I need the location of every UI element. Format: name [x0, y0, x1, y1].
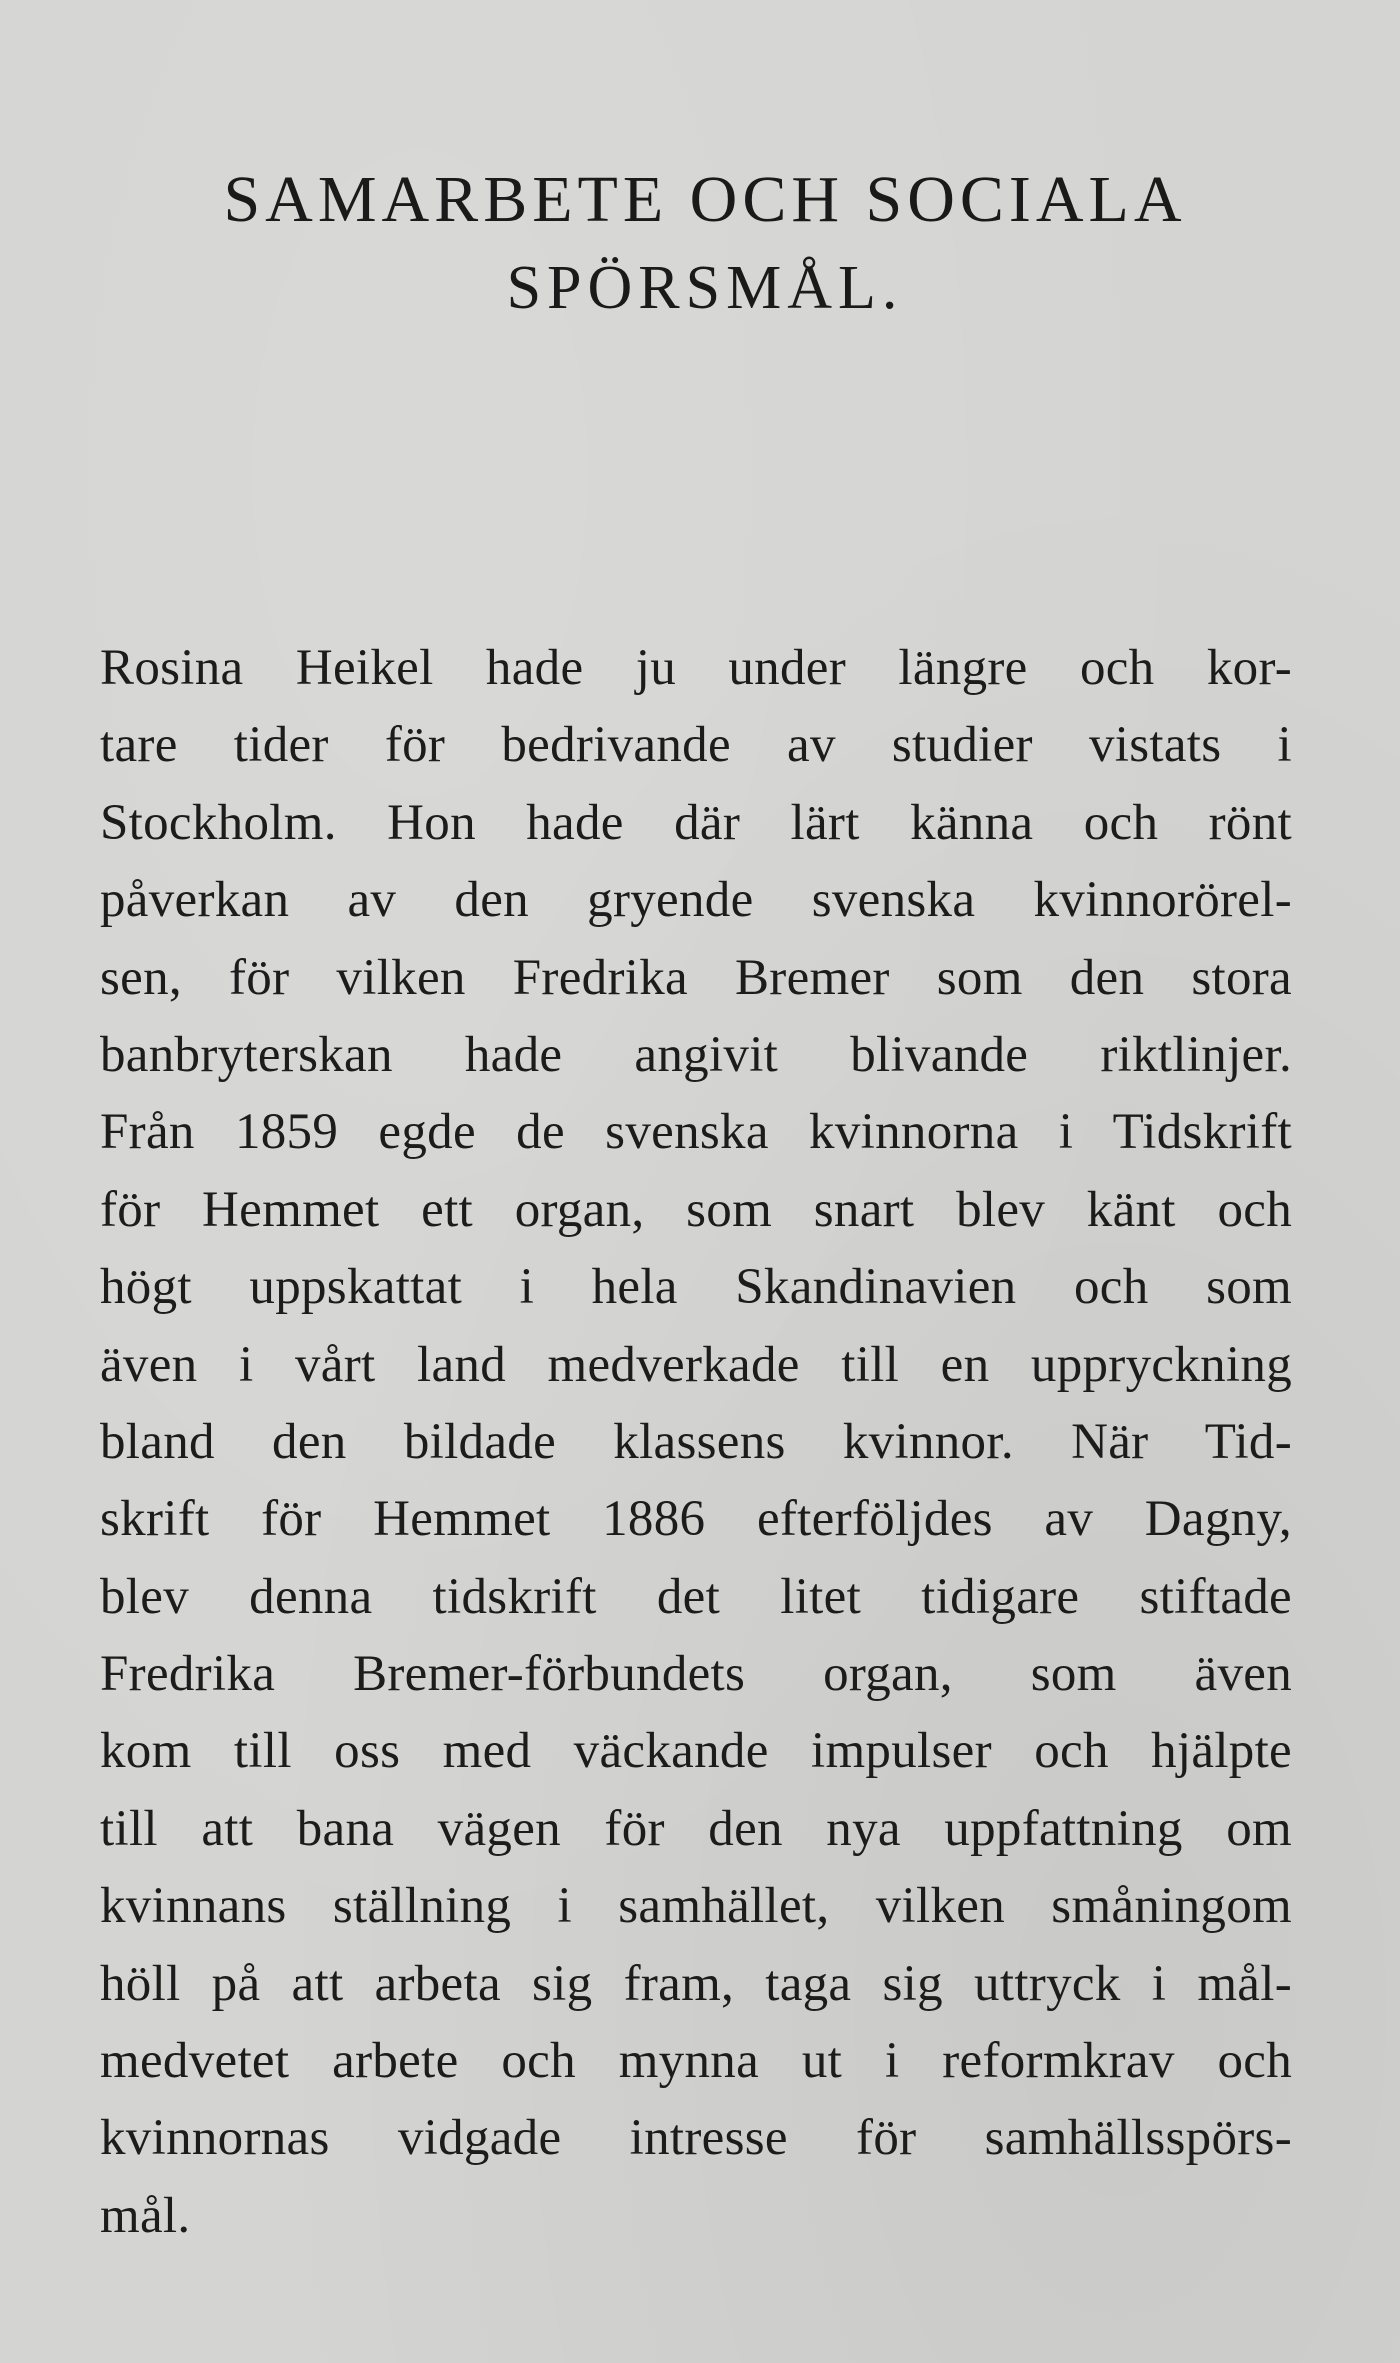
text-line: Rosina Heikel hade ju under längre och kor- [100, 640, 1292, 696]
text-line: kvinnornas vidgade intresse för samhällsspörs- [100, 2110, 1292, 2167]
text-line: bland den bildade klassens kvinnor. När Tid- [100, 1413, 1292, 1470]
text-line: påverkan av den gryende svenska kvinnorörel- [100, 872, 1292, 929]
text-line: mål. [100, 2187, 191, 2244]
text-line: blev denna tidskrift det litet tidigare stiftade [100, 1568, 1292, 1625]
chapter-title-line-1: SAMARBETE OCH SOCIALA [223, 163, 1187, 236]
text-line: Stockholm. Hon hade där lärt känna och rönt [100, 794, 1292, 851]
text-line: högt uppskattat i hela Skandinavien och som [100, 1259, 1292, 1316]
text-line: banbryterskan hade angivit blivande riktlinjer. [100, 1026, 1292, 1083]
text-line: medvetet arbete och mynna ut i reformkrav och [100, 2033, 1292, 2090]
text-line: skrift för Hemmet 1886 efterföljdes av Dagny, [100, 1491, 1292, 1548]
text-line: kvinnans ställning i samhället, vilken småningom [100, 1878, 1292, 1935]
chapter-title-line-2: SPÖRSMÅL. [506, 254, 904, 322]
text-line: sen, för vilken Fredrika Bremer som den stora [100, 949, 1292, 1006]
text-line: Från 1859 egde de svenska kvinnorna i Tidskrift [100, 1104, 1292, 1161]
text-line: höll på att arbeta sig fram, taga sig uttryck i mål- [100, 1955, 1292, 2012]
text-line: kom till oss med väckande impulser och hjälpte [100, 1723, 1292, 1780]
text-line: Fredrika Bremer-förbundets organ, som även [100, 1646, 1292, 1703]
text-line: även i vårt land medverkade till en uppryckning [100, 1336, 1292, 1393]
text-line: tare tider för bedrivande av studier vistats i [100, 717, 1292, 774]
body-paragraph [100, 630, 1292, 2255]
text-line: för Hemmet ett organ, som snart blev känt och [100, 1181, 1292, 1238]
text-line: till att bana vägen för den nya uppfattning om [100, 1800, 1292, 1857]
